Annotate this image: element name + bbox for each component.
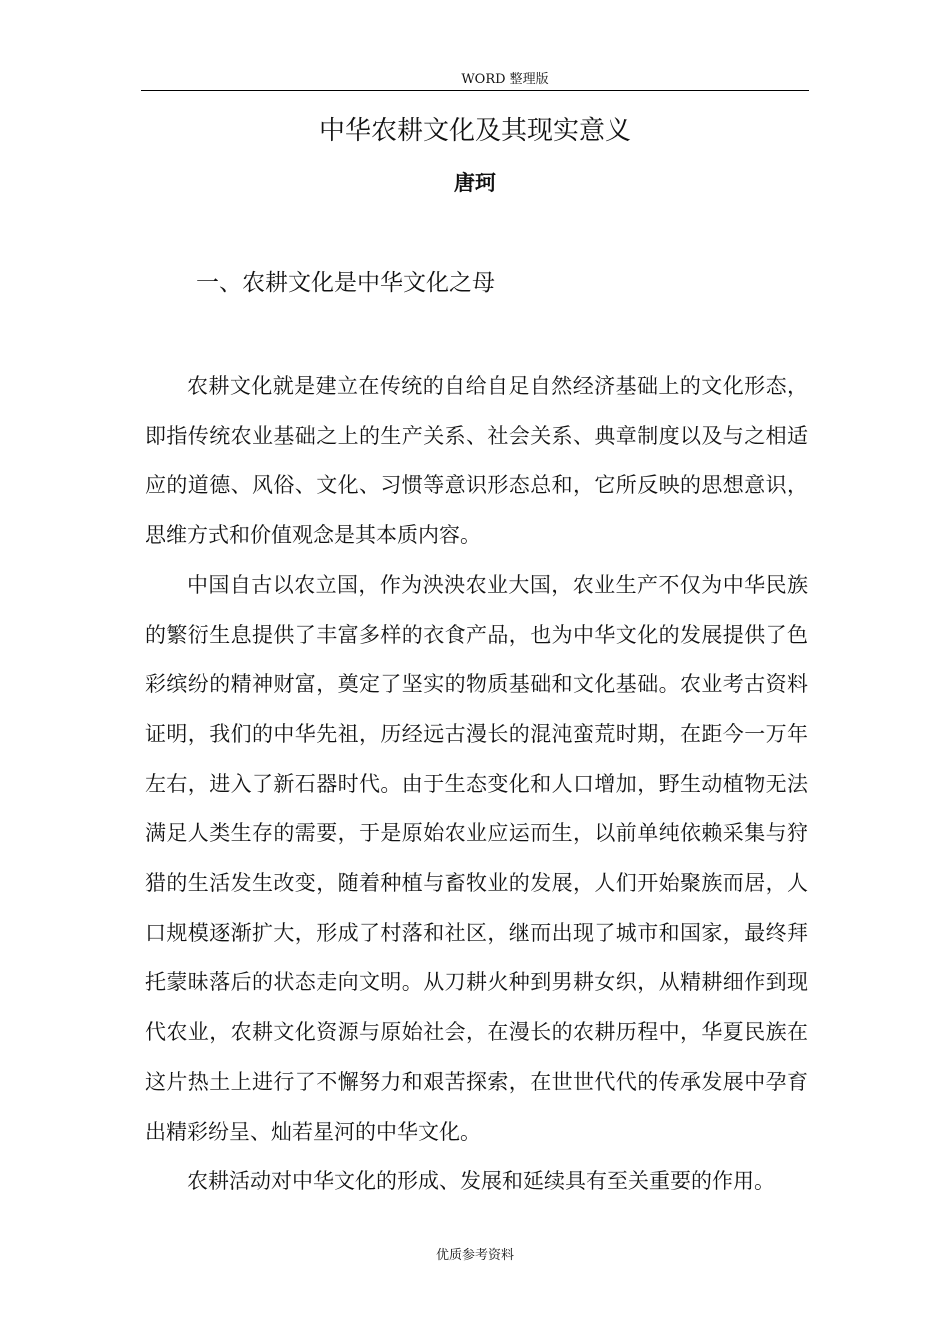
body-text (145, 362, 808, 1207)
paragraph: 农耕文化就是建立在传统的自给自足自然经济基础上的文化形态，即指传统农业基础之上的生产关系、社会关系、典章制度以及与之相适应的道德、风俗、文化、习惯等意识形态总和，它所反映的思想意识，思维方式和价值观念是其本质内容。 (145, 374, 808, 548)
header-divider (141, 90, 809, 91)
paragraph: 农耕活动对中华文化的形成、发展和延续具有至关重要的作用。 (187, 1169, 775, 1194)
document-author: 唐珂 (454, 171, 496, 195)
section-heading: 一、农耕文化是中华文化之母 (196, 270, 495, 296)
paragraph: 中国自古以农立国，作为泱泱农业大国，农业生产不仅为中华民族的繁衍生息提供了丰富多样的衣食产品，也为中华文化的发展提供了色彩缤纷的精神财富，奠定了坚实的物质基础和文化基础。农业考古资料证明，我们的中华先祖，历经远古漫长的混沌蛮荒时期，在距今一万年左右，进入了新石器时代。由于生态变化和人口增加，野生动植物无法满足人类生存的需要，于是原始农业应运而生，以前单纯依赖采集与狩猎的生活发生改变，随着种植与畜牧业的发展，人们开始聚族而居，人口规模逐渐扩大，形成了村落和社区，继而出现了城市和国家，最终拜托蒙昧落后的状态走向文明。从刀耕火种到男耕女织，从精耕细作到现代农业，农耕文化资源与原始社会，在漫长的农耕历程中，华夏民族在这片热土上进行了不懈努力和艰苦探索，在世世代代的传承发展中孕育出精彩纷呈、灿若星河的中华文化。 (145, 572, 808, 1144)
page-footer-text: 优质参考资料 (435, 1248, 514, 1263)
page-header-text: WORD 整理版 (461, 72, 549, 87)
document-title: 中华农耕文化及其现实意义 (318, 116, 631, 146)
